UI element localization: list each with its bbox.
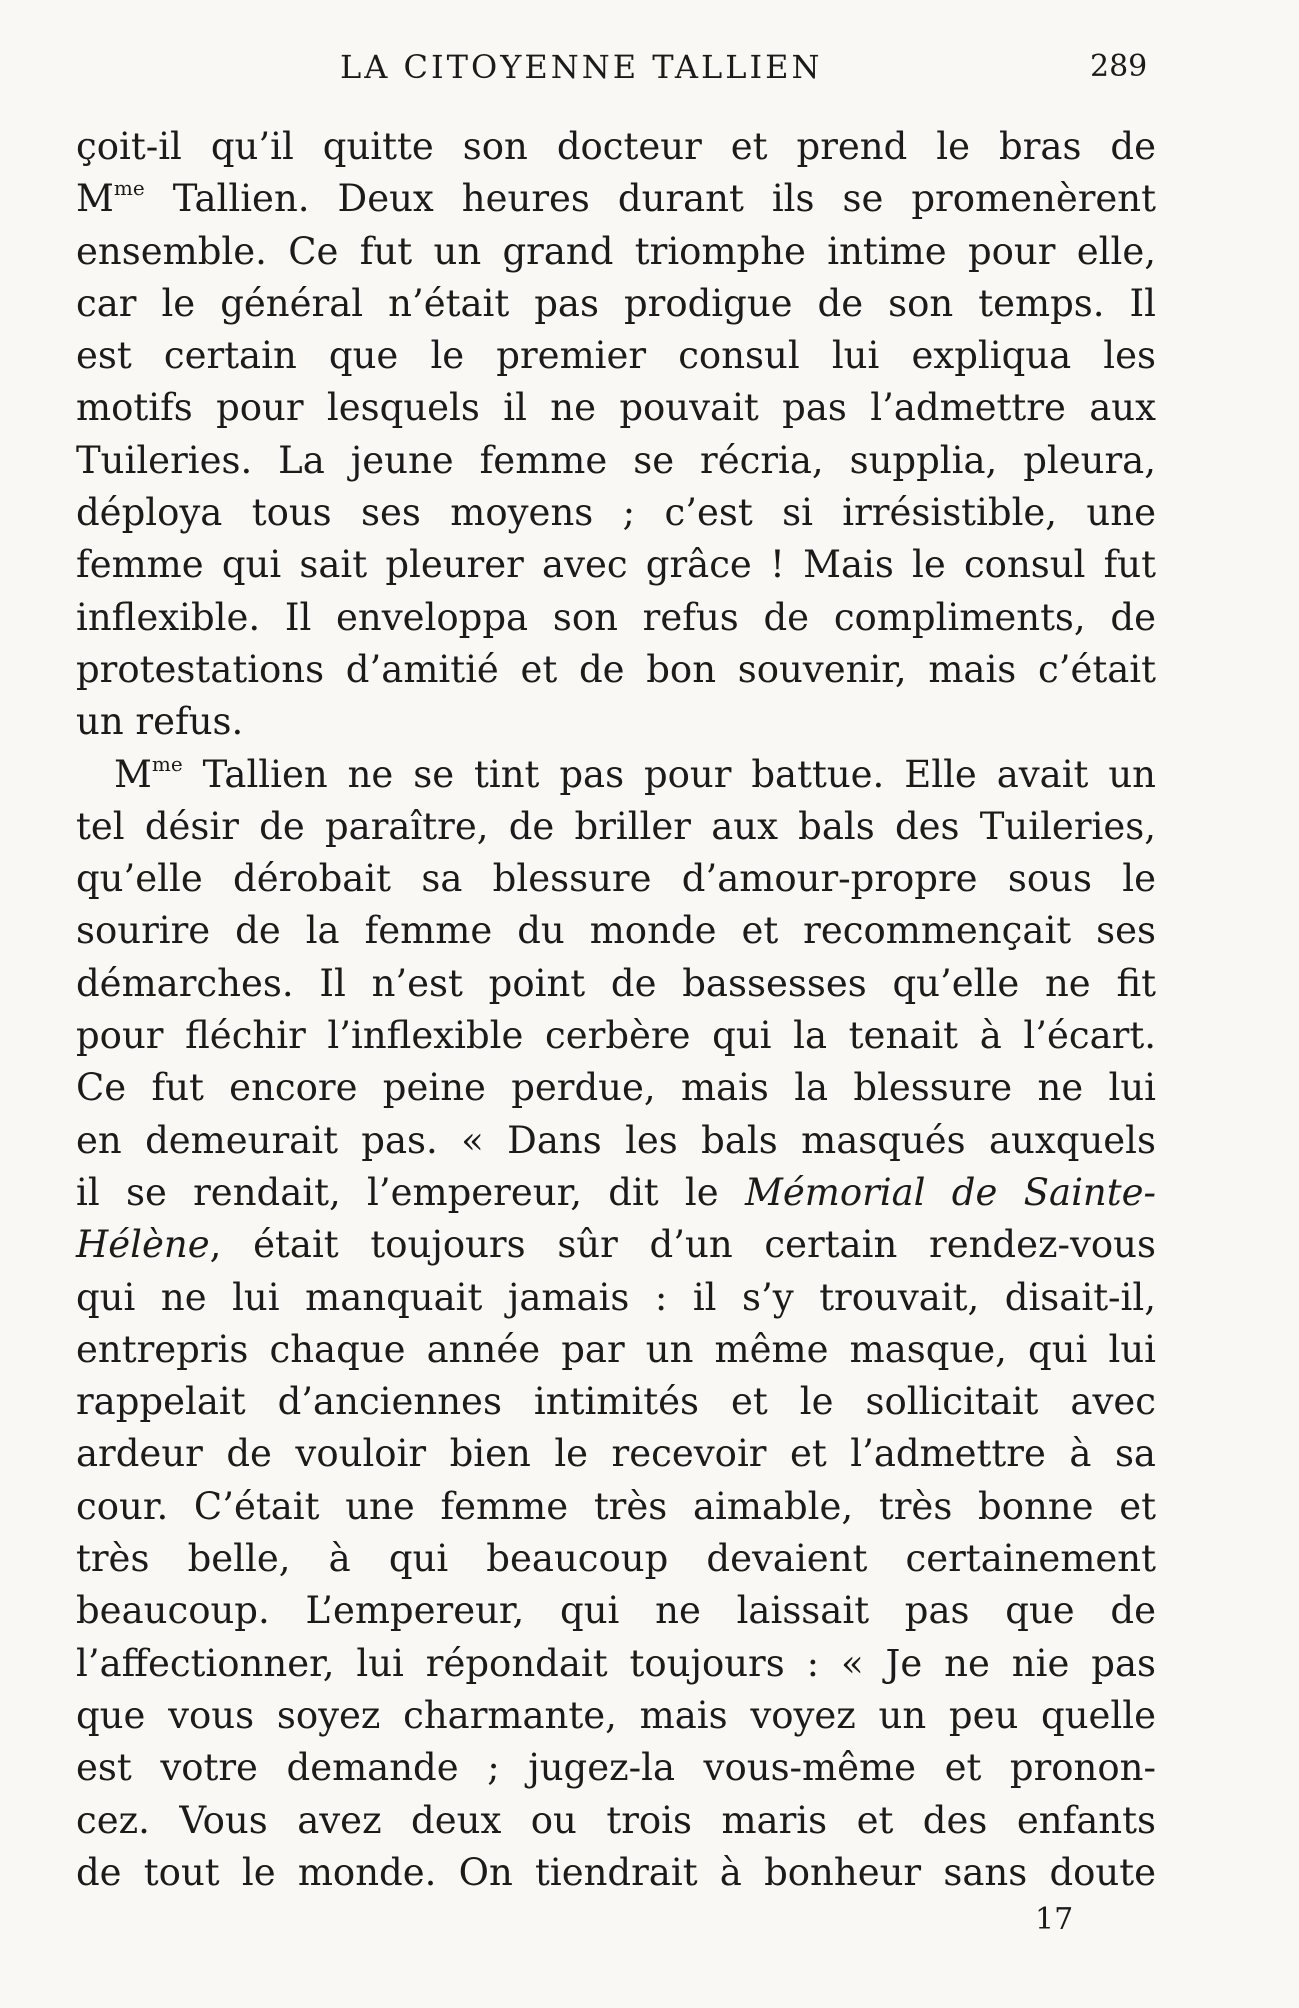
- text-line: femme qui sait pleurer avec grâce ! Mais le consul fut: [76, 543, 1156, 587]
- italic-title: Mémorial de Sainte-: [744, 1170, 1156, 1214]
- body-text: [76, 121, 1156, 1899]
- text-line: protestations d’amitié et de bon souvenir, mais c’était: [76, 647, 1156, 691]
- text-line: çoit-il qu’il quitte son docteur et prend le bras de: [76, 125, 1156, 168]
- superscript: me: [151, 751, 183, 776]
- text-line: ardeur de vouloir bien le recevoir et l’admettre à sa: [76, 1432, 1156, 1476]
- text-line: qui ne lui manquait jamais : il s’y trouvait, disait-il,: [76, 1275, 1156, 1319]
- superscript: me: [113, 176, 145, 201]
- text-line: en demeurait pas. « Dans les bals masqués auxquels: [76, 1118, 1156, 1162]
- text-line: car le général n’était pas prodigue de son temps. Il: [76, 281, 1156, 325]
- text-line: Ce fut encore peine perdue, mais la blessure ne lui: [76, 1066, 1156, 1110]
- text-line: $M^{me}$ Tallien ne se tint pas pour battue. Elle avait un: [114, 751, 1156, 796]
- page-number: 289: [1090, 49, 1148, 84]
- text-line: est certain que le premier consul lui expliqua les: [76, 334, 1156, 378]
- text-line: très belle, à qui beaucoup devaient certainement: [76, 1537, 1156, 1581]
- text-line: inflexible. Il enveloppa son refus de compliments, de: [76, 595, 1156, 639]
- text-line: ensemble. Ce fut un grand triomphe intime pour elle,: [76, 229, 1156, 273]
- text-line: l’affectionner, lui répondait toujours : « Je ne nie pas: [76, 1641, 1156, 1685]
- signature-mark: 17: [1035, 1902, 1074, 1937]
- text-line: que vous soyez charmante, mais voyez un peu quelle: [76, 1693, 1156, 1737]
- text-line: démarches. Il n’est point de bassesses qu’elle ne fit: [76, 961, 1156, 1005]
- text-line: $M^{me}$ Tallien. Deux heures durant ils se promenèrent: [76, 176, 1156, 221]
- italic-title: Hélène: [76, 1223, 210, 1267]
- text-line: cour. C’était une femme très aimable, très bonne et: [76, 1484, 1156, 1528]
- text-line: beaucoup. L’empereur, qui ne laissait pas que de: [76, 1589, 1156, 1633]
- running-head: [0, 42, 1299, 92]
- text-line: est votre demande ; jugez-la vous-même et pronon-: [76, 1746, 1156, 1790]
- text-line: déploya tous ses moyens ; c’est si irrésistible, une: [76, 491, 1156, 535]
- text-line: il se rendait, l’empereur, dit le Mémorial de Sainte-: [76, 1170, 1156, 1214]
- text-line: qu’elle dérobait sa blessure d’amour-propre sous le: [76, 857, 1156, 901]
- text-line: de tout le monde. On tiendrait à bonheur sans doute: [76, 1850, 1156, 1894]
- text-line: Hélène, était toujours sûr d’un certain rendez-vous: [76, 1223, 1156, 1267]
- text-line: un refus.: [76, 700, 244, 744]
- text-line: cez. Vous avez deux ou trois maris et des enfants: [76, 1798, 1156, 1842]
- text-line: pour fléchir l’inflexible cerbère qui la tenait à l’écart.: [76, 1014, 1156, 1058]
- text-line: tel désir de paraître, de briller aux bals des Tuileries,: [76, 804, 1156, 848]
- text-line: motifs pour lesquels il ne pouvait pas l’admettre aux: [76, 386, 1156, 430]
- text-line: rappelait d’anciennes intimités et le sollicitait avec: [76, 1380, 1156, 1424]
- text-line: Tuileries. La jeune femme se récria, supplia, pleura,: [76, 438, 1156, 482]
- text-line: entrepris chaque année par un même masque, qui lui: [76, 1327, 1156, 1371]
- running-title: LA CITOYENNE TALLIEN: [340, 48, 823, 86]
- text-line: sourire de la femme du monde et recommençait ses: [76, 909, 1156, 953]
